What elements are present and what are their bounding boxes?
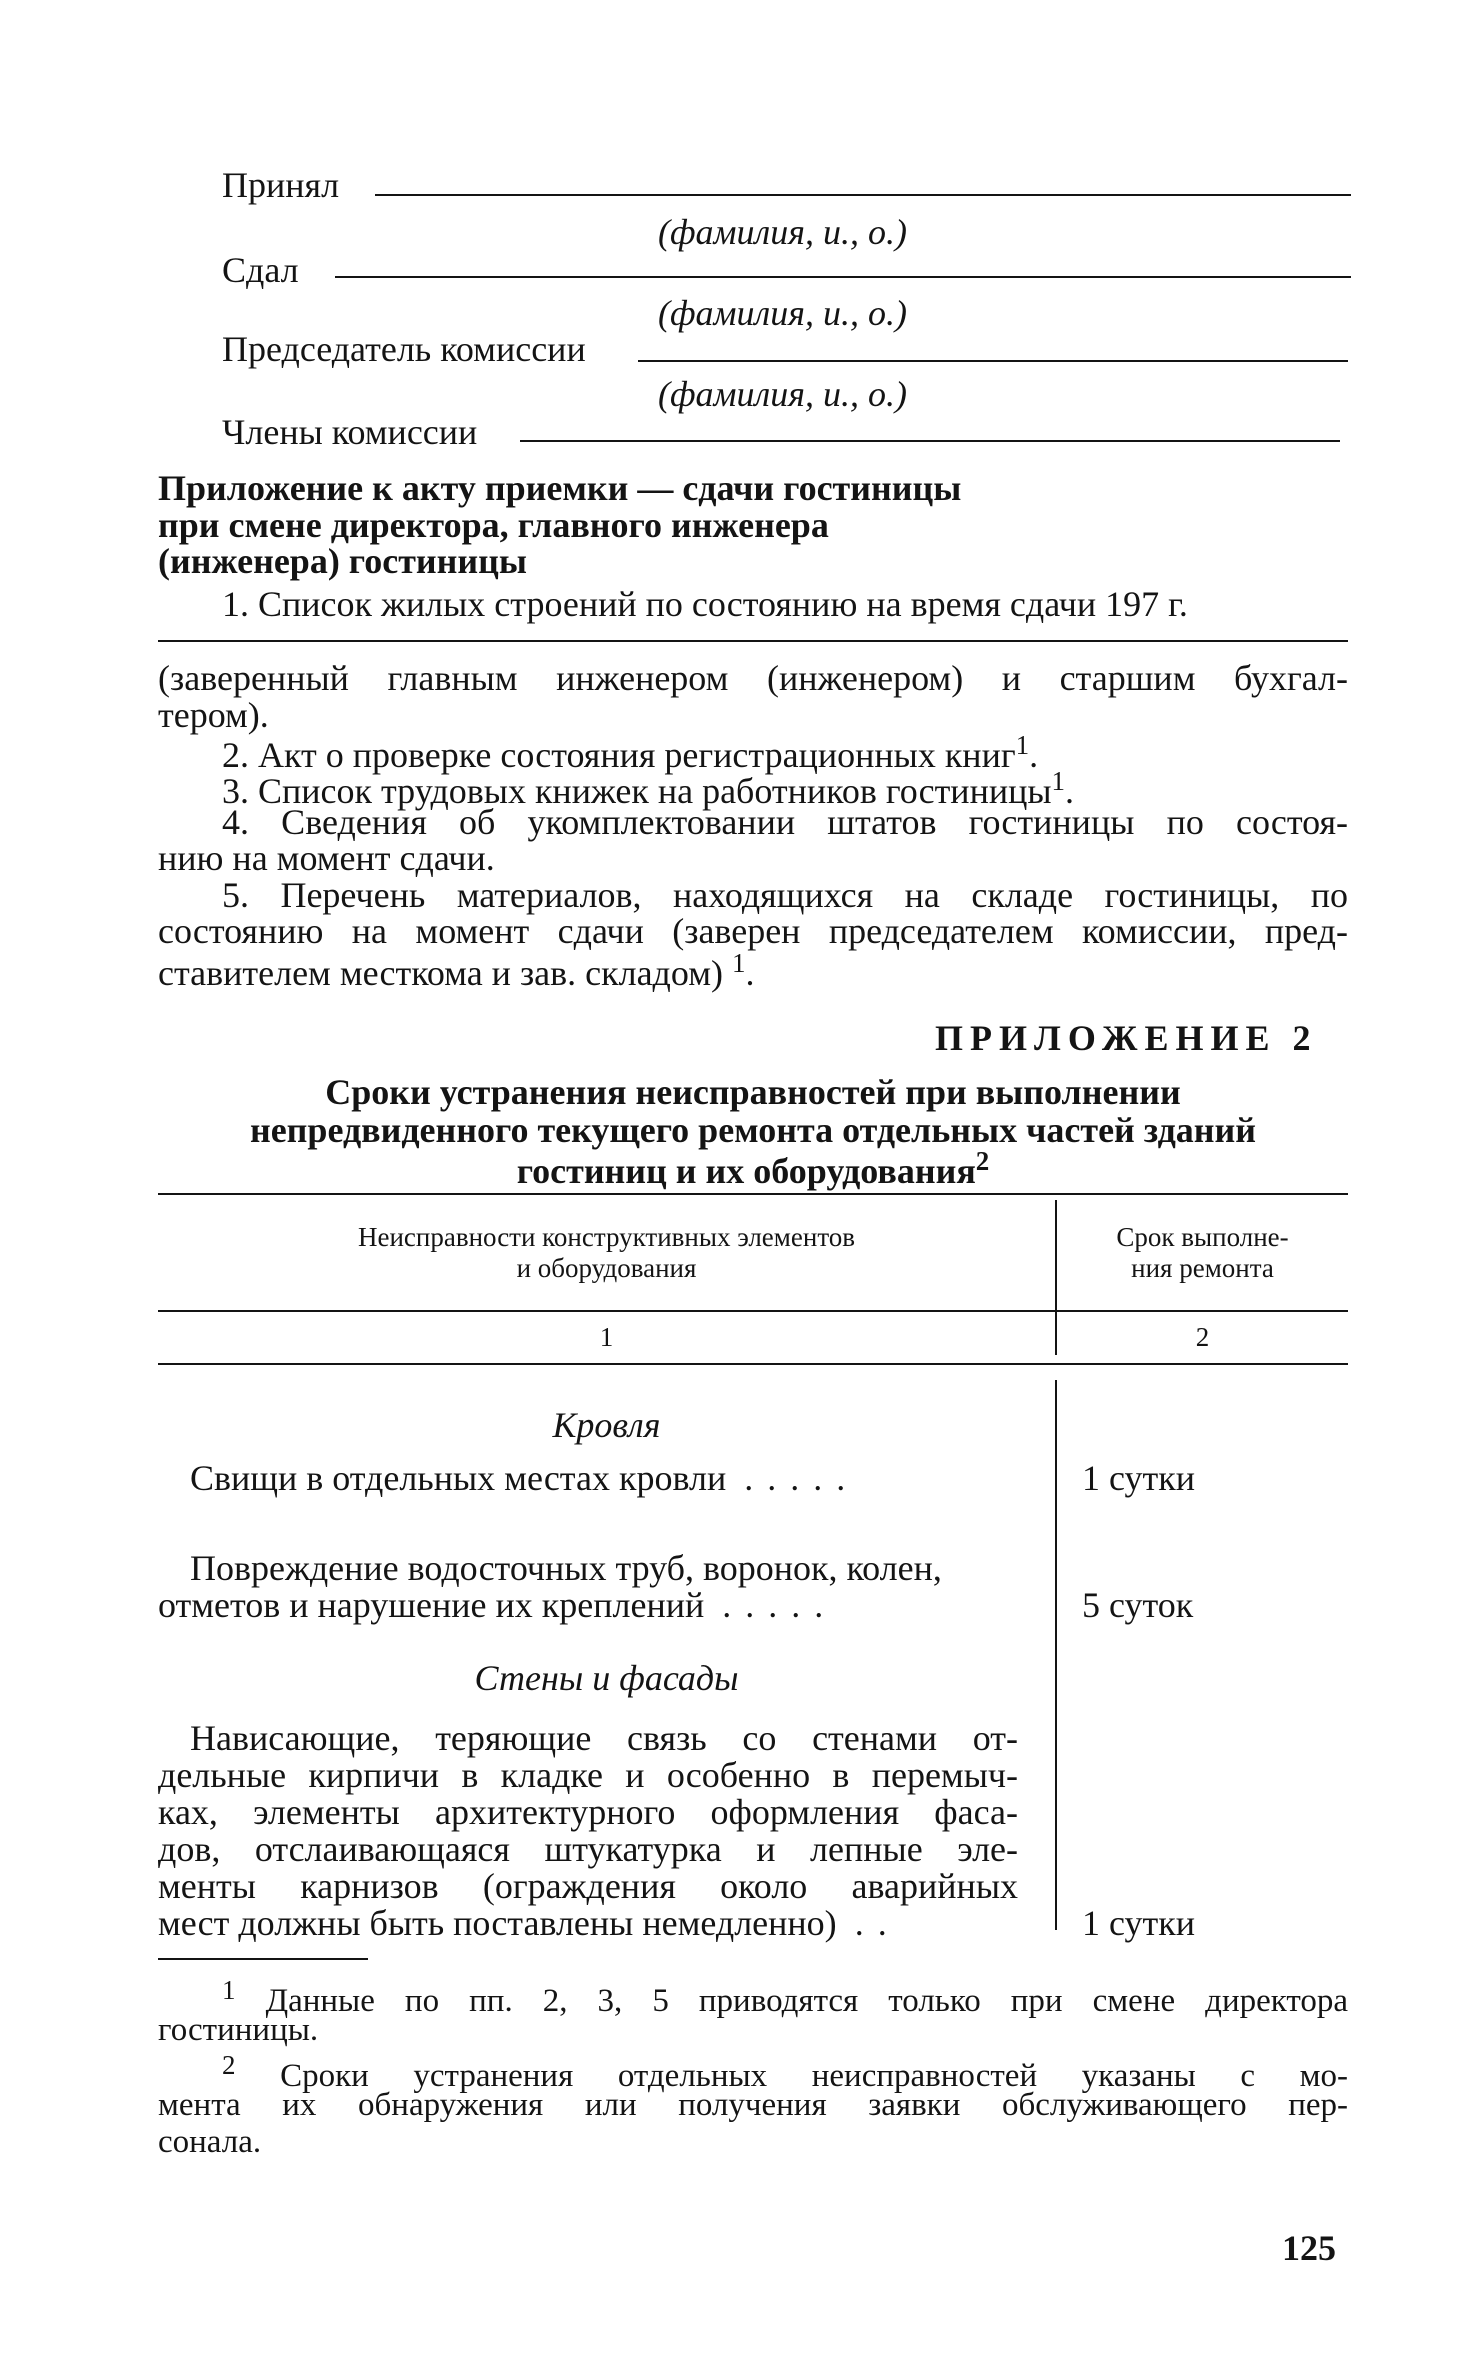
appendix-item-1: 1. Список жилых строений по состоянию на время сдачи 197 г.	[222, 584, 1188, 624]
appendix-2-title-line-1: Сроки устранения неисправностей при выполнении	[325, 1072, 1181, 1112]
row-3-text-line-3: ках, элементы архитектурного оформления фаса-	[158, 1792, 1018, 1832]
row-1-text: Свищи в отдельных местах кровли .....	[190, 1458, 860, 1498]
appendix-item-5-line-2: состоянию на момент сдачи (заверен председателем комиссии, пред-	[158, 911, 1348, 951]
table-col-number-2: 2	[1195, 1322, 1210, 1352]
table-col-number-1: 1	[599, 1322, 614, 1352]
chairman-label: Председатель комиссии	[222, 329, 586, 369]
appendix-item-5-line-3: ставителем месткома и зав. складом) $^1$.	[158, 948, 755, 993]
appendix-item-1-cont-line-2: тером).	[158, 695, 269, 735]
row-3-text-line-6: мест должны быть поставлены немедленно) ..	[158, 1903, 901, 1943]
table-header-col-1-line-2: и оборудования	[516, 1253, 697, 1283]
table-body-divider	[1055, 1380, 1057, 1930]
appendix-2-title-line-3: гостиниц и их оборудования$^2$	[516, 1146, 990, 1191]
appendix-act-title-line-1: Приложение к акту приемки — сдачи гостиницы	[158, 468, 962, 508]
appendix-act-title-line-3: (инженера) гостиницы	[158, 541, 527, 581]
accepted-signature-line	[375, 194, 1351, 196]
table-header-rule	[158, 1310, 1348, 1312]
item-1-fill-line	[158, 640, 1348, 642]
appendix-item-2: 2. Акт о проверке состояния регистрационных книг$^1$.	[222, 730, 1039, 775]
row-2-text-line-1: Повреждение водосточных труб, воронок, колен,	[190, 1548, 942, 1588]
chairman-signature-line	[638, 360, 1348, 362]
table-header-col-2-line-2: ния ремонта	[1131, 1253, 1274, 1283]
accepted-label: Принял	[222, 165, 340, 205]
appendix-item-5-line-1: 5. Перечень материалов, находящихся на складе гостиницы, по	[222, 875, 1348, 915]
footnote-rule	[158, 1958, 368, 1960]
appendix-item-3: 3. Список трудовых книжек на работников гостиницы$^1$.	[222, 766, 1075, 811]
appendix-item-4-line-1: 4. Сведения об укомплектовании штатов гостиницы по состоя-	[222, 802, 1348, 842]
table-numbers-rule	[158, 1363, 1348, 1365]
table-top-rule	[158, 1193, 1348, 1195]
row-2-value: 5 суток	[1082, 1585, 1194, 1625]
appendix-act-title-line-2: при смене директора, главного инженера	[158, 505, 829, 545]
handed-label: Сдал	[222, 250, 299, 290]
row-3-text-line-5: менты карнизов (ограждения около аварийных	[158, 1866, 1018, 1906]
appendix-2-title-line-2: непредвиденного текущего ремонта отдельных частей зданий	[249, 1110, 1257, 1150]
footnote-2-line-2: мента их обнаружения или получения заявки обслуживающего пер-	[158, 2087, 1348, 2123]
chairman-hint: (фамилия, и., о.)	[658, 374, 907, 414]
row-3-text-line-1: Нависающие, теряющие связь со стенами от-	[190, 1718, 1018, 1758]
row-1-value: 1 сутки	[1082, 1458, 1195, 1498]
footnote-2-line-3: сонала.	[158, 2124, 262, 2160]
footnote-1-line-2: гостиницы.	[158, 2012, 319, 2048]
handed-hint: (фамилия, и., о.)	[658, 293, 907, 333]
section-roof: Кровля	[552, 1405, 661, 1445]
appendix-item-1-cont-line-1: (заверенный главным инженером (инженером) и старшим бухгал-	[158, 658, 1348, 698]
appendix-2-heading: ПРИЛОЖЕНИЕ 2	[935, 1018, 1318, 1058]
section-walls: Стены и фасады	[474, 1658, 739, 1698]
members-signature-line	[520, 440, 1340, 442]
row-3-text-line-2: дельные кирпичи в кладке и особенно в перемыч-	[158, 1755, 1018, 1795]
row-3-value: 1 сутки	[1082, 1903, 1195, 1943]
footnote-2-line-1: $^2$ Сроки устранения отдельных неисправностей указаны с мо-	[222, 2050, 1349, 2094]
page-number: 125	[1282, 2228, 1336, 2268]
table-header-col-2-line-1: Срок выполне-	[1116, 1222, 1289, 1252]
row-2-text-line-2: отметов и нарушение их креплений .....	[158, 1585, 838, 1625]
members-label: Члены комиссии	[222, 412, 478, 452]
handed-signature-line	[335, 276, 1351, 278]
table-header-col-1-line-1: Неисправности конструктивных элементов	[357, 1222, 856, 1252]
appendix-item-4-line-2: нию на момент сдачи.	[158, 838, 495, 878]
footnote-1-line-1: $^1$ Данные по пп. 2, 3, 5 приводятся только при смене директора	[222, 1975, 1349, 2019]
accepted-hint: (фамилия, и., о.)	[658, 212, 907, 252]
row-3-text-line-4: дов, отслаивающаяся штукатурка и лепные эле-	[158, 1829, 1018, 1869]
